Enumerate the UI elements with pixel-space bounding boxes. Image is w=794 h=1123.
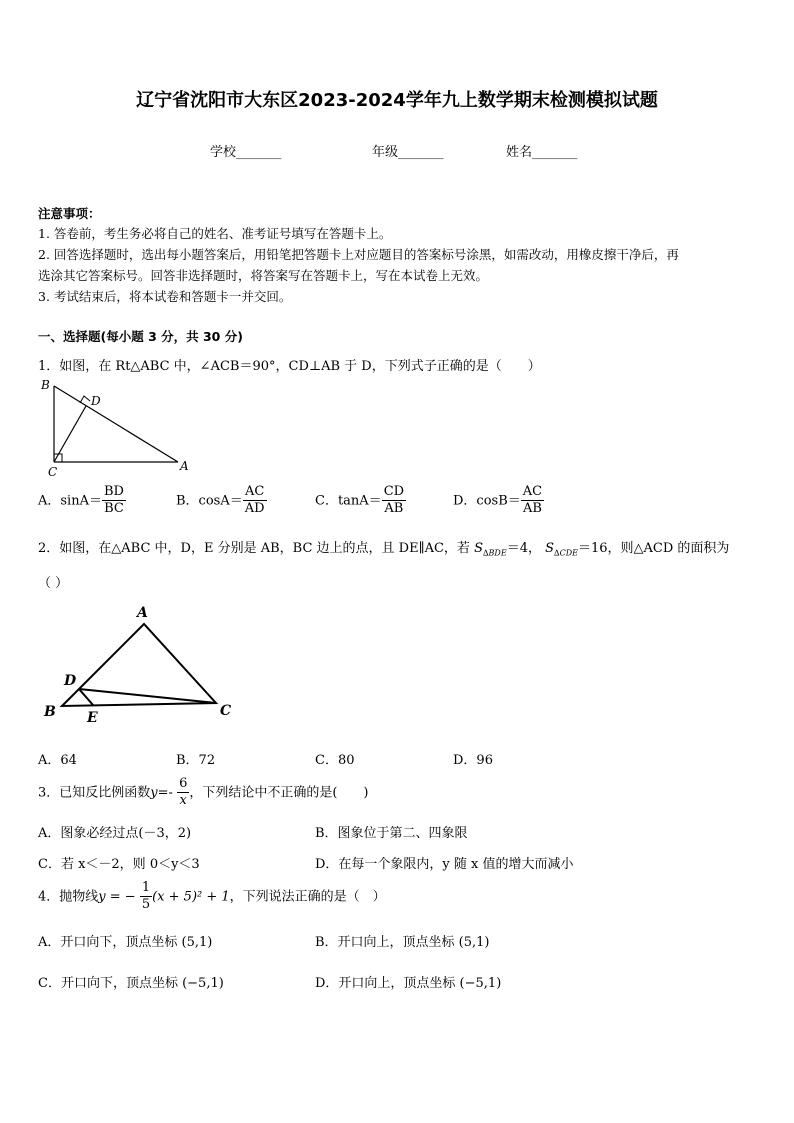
q2-stem: 2．如图，在△ABC 中，D，E 分别是 AB，BC 边上的点，且 DE∥AC，若 $S_{\Delta BDE}=4$， $S_{\Delta CDE}=16$，则△ACD 的面积为	[38, 541, 730, 558]
section-heading: 一、选择题(每小题 3 分，共 30 分)	[38, 329, 243, 344]
label-b: B	[41, 378, 50, 392]
label-a: A	[180, 459, 189, 473]
q1-option-a: A．sinA＝ $\frac{BD}{BC}$	[38, 484, 124, 517]
q2-option-a: A．64	[38, 753, 77, 768]
q4-stem: 4．抛物线y = − $\frac{1}{5}$ (x + 5)² + 1，下列说法正确的是（ ）	[38, 880, 386, 913]
q3-option-b: B．图象位于第二、四象限	[315, 826, 468, 841]
q2-triangle-figure	[38, 598, 248, 728]
q1-option-d: D．cosB＝ $\frac{AC}{AB}$	[453, 484, 543, 517]
q1-option-b: B．cosA＝ $\frac{AC}{AD}$	[176, 484, 265, 517]
q2-option-c: C．80	[315, 753, 355, 768]
q3-option-d: D．在每一个象限内，y 随 x 值的增大而减小	[315, 857, 574, 872]
q4-option-a: A．开口向下，顶点坐标 (5,1)	[38, 935, 213, 950]
notice-item: 选涂其它答案标号。回答非选择题时，将答案写在答题卡上，写在本试卷上无效。	[38, 268, 489, 283]
label-d: D	[91, 394, 101, 408]
notice-item: 2. 回答选择题时，选出每小题答案后，用铅笔把答题卡上对应题目的答案标号涂黑，如需改动，用橡皮擦干净后，再	[38, 247, 679, 262]
q1-triangle-figure	[38, 376, 198, 480]
name-field: 姓名_______	[506, 145, 578, 160]
q3-stem: 3．已知反比例函数y=- $\frac{6}{x}$ ，下列结论中不正确的是( )	[38, 776, 369, 809]
label-c: C	[220, 703, 232, 719]
page-title: 辽宁省沈阳市大东区2023-2024学年九上数学期末检测模拟试题	[136, 90, 658, 111]
q1-option-c: C．tanA＝ $\frac{CD}{AB}$	[315, 484, 405, 517]
q3-option-c: C．若 x＜－2，则 0＜y＜3	[38, 857, 200, 872]
q4-option-b: B．开口向上，顶点坐标 (5,1)	[315, 935, 490, 950]
q4-option-c: C．开口向下，顶点坐标 (−5,1)	[38, 976, 224, 991]
label-c: C	[48, 465, 58, 479]
q2-paren: （ ）	[38, 576, 69, 591]
school-field: 学校_______	[210, 145, 282, 160]
notice-item: 1. 答卷前，考生务必将自己的姓名、准考证号填写在答题卡上。	[38, 226, 392, 241]
label-e: E	[87, 710, 98, 726]
q2-option-d: D．96	[453, 753, 493, 768]
notice-item: 3. 考试结束后，将本试卷和答题卡一并交回。	[38, 289, 292, 304]
q1-stem: 1．如图，在 Rt△ABC 中，∠ACB＝90°，CD⊥AB 于 D，下列式子正确的是（ ）	[38, 359, 541, 374]
q3-option-a: A．图象必经过点(－3，2)	[38, 826, 192, 841]
label-a: A	[137, 605, 148, 621]
grade-field: 年级_______	[372, 145, 444, 160]
label-d: D	[64, 673, 77, 689]
q4-option-d: D．开口向上，顶点坐标 (−5,1)	[315, 976, 502, 991]
notice-heading: 注意事项：	[38, 206, 101, 221]
q2-option-b: B．72	[176, 753, 216, 768]
label-b: B	[44, 704, 56, 720]
